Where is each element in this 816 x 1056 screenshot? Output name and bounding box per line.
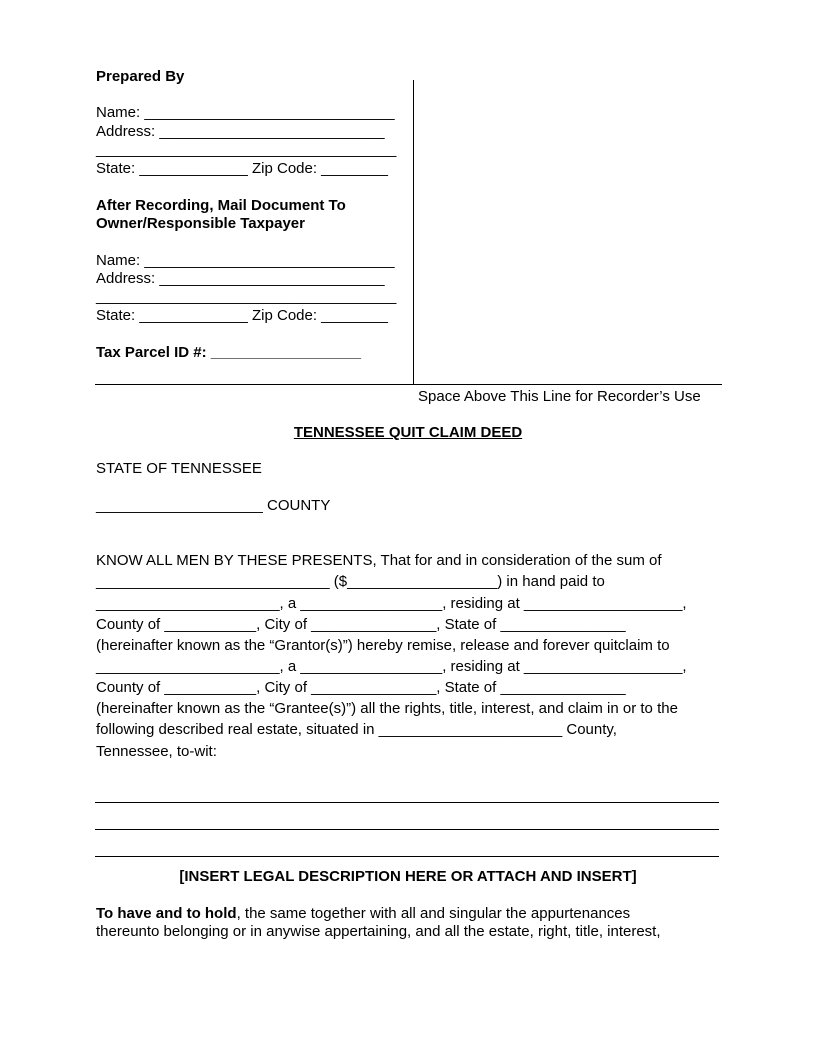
recorder-space-divider xyxy=(95,384,722,385)
after-recording-heading-line2: Owner/Responsible Taxpayer xyxy=(96,215,305,232)
habendum-text: , the same together with all and singular the appurtenances xyxy=(236,905,631,922)
body-line: KNOW ALL MEN BY THESE PRESENTS, That for and in consideration of the sum of xyxy=(96,552,662,569)
preparer-name-field[interactable]: Name: ______________________________ xyxy=(96,104,395,121)
body-line: (hereinafter known as the “Grantee(s)”) all the rights, title, interest, and claim in or to the xyxy=(96,700,678,717)
legal-description-line[interactable] xyxy=(95,802,719,803)
county-field[interactable]: ____________________ COUNTY xyxy=(96,497,331,514)
grantee-location-field[interactable]: County of ___________, City of _______________, State of _______________ xyxy=(96,679,626,696)
grantee-field[interactable]: ______________________, a _________________, residing at ___________________, xyxy=(96,658,687,675)
property-county-field[interactable]: following described real estate, situated in ______________________ County, xyxy=(96,721,617,738)
taxpayer-state-zip-field[interactable]: State: _____________ Zip Code: ________ xyxy=(96,307,388,324)
after-recording-heading: After Recording, Mail Document To xyxy=(96,197,346,214)
preparer-address-line2-field[interactable]: ____________________________________ xyxy=(96,141,397,158)
tax-parcel-id-field[interactable]: Tax Parcel ID #: __________________ xyxy=(96,344,361,361)
taxpayer-address-field[interactable]: Address: ___________________________ xyxy=(96,270,385,287)
body-line: Tennessee, to-wit: xyxy=(96,743,217,760)
taxpayer-name-field[interactable]: Name: ______________________________ xyxy=(96,252,395,269)
grantor-location-field[interactable]: County of ___________, City of _______________, State of _______________ xyxy=(96,616,626,633)
recorder-use-note: Space Above This Line for Recorder’s Use xyxy=(418,388,701,405)
body-line: (hereinafter known as the “Grantor(s)”) hereby remise, release and forever quitclaim to xyxy=(96,637,670,654)
state-line: STATE OF TENNESSEE xyxy=(96,460,262,477)
deed-title: TENNESSEE QUIT CLAIM DEED xyxy=(293,424,523,441)
legal-description-line[interactable] xyxy=(95,856,719,857)
consideration-field[interactable]: ____________________________ ($__________________) in hand paid to xyxy=(96,573,605,590)
header-vertical-divider xyxy=(413,80,414,385)
habendum-line-2: thereunto belonging or in anywise appertaining, and all the estate, right, title, interest, xyxy=(96,923,661,940)
preparer-address-field[interactable]: Address: ___________________________ xyxy=(96,123,385,140)
habendum-bold-text: To have and to hold xyxy=(96,905,237,922)
taxpayer-address-line2-field[interactable]: ____________________________________ xyxy=(96,288,397,305)
legal-description-line[interactable] xyxy=(95,829,719,830)
prepared-by-heading: Prepared By xyxy=(96,68,185,85)
habendum-line xyxy=(96,905,630,923)
legal-description-prompt: [INSERT LEGAL DESCRIPTION HERE OR ATTACH AND INSERT] xyxy=(179,868,637,885)
grantor-field[interactable]: ______________________, a _________________, residing at ___________________, xyxy=(96,595,687,612)
preparer-state-zip-field[interactable]: State: _____________ Zip Code: ________ xyxy=(96,160,388,177)
